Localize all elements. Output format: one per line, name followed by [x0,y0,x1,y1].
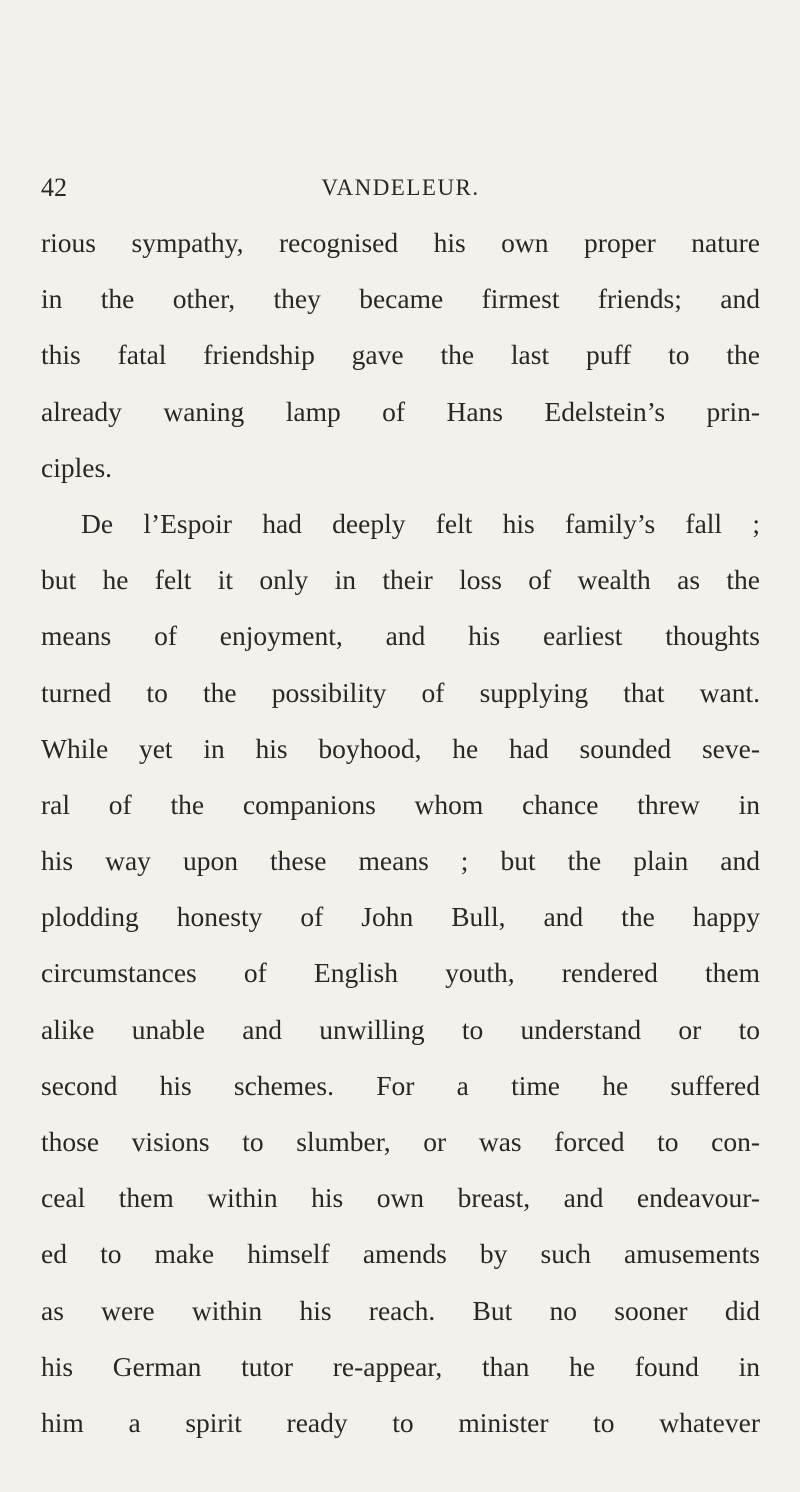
text-line: rious sympathy, recognised his own proper nature [41,227,760,258]
text-line: circumstances of English youth, rendered them [41,957,760,989]
text-line: turned to the possibility of supplying that want. [41,676,760,708]
text-line: his German tutor re-appear, than he found in [41,1350,760,1382]
text-line: ceal them within his own breast, and endeavour- [41,1182,760,1214]
text-line: him a spirit ready to minister to whatever [41,1406,760,1438]
text-line: his way upon these means ; but the plain and [41,845,760,877]
text-line: those visions to slumber, or was forced to con- [41,1126,760,1157]
page-number: 42 [41,173,67,202]
text-line: in the other, they became firmest friends; and [41,283,760,315]
text-line: this fatal friendship gave the last puff to the [41,339,760,371]
paragraph-first-line: De l’Espoir had deeply felt his family’s fall ; [81,507,760,539]
text-line: ciples. [41,451,113,483]
text-line: While yet in his boyhood, he had sounded seve- [41,732,760,764]
text-line: but he felt it only in their loss of wealth as the [41,564,760,596]
running-head [41,168,760,208]
text-line: means of enjoyment, and his earliest thoughts [41,620,760,652]
body-text [41,215,760,1451]
text-line: ed to make himself amends by such amusements [41,1238,760,1270]
text-line: alike unable and unwilling to understand or to [41,1013,760,1045]
text-line: ral of the companions whom chance threw in [41,788,760,820]
running-title: VANDELEUR. [321,175,480,200]
text-line: as were within his reach. But no sooner did [41,1294,760,1326]
text-line: plodding honesty of John Bull, and the happy [41,901,760,933]
text-line: second his schemes. For a time he suffered [41,1069,760,1101]
text-line: already waning lamp of Hans Edelstein’s prin- [41,395,760,427]
